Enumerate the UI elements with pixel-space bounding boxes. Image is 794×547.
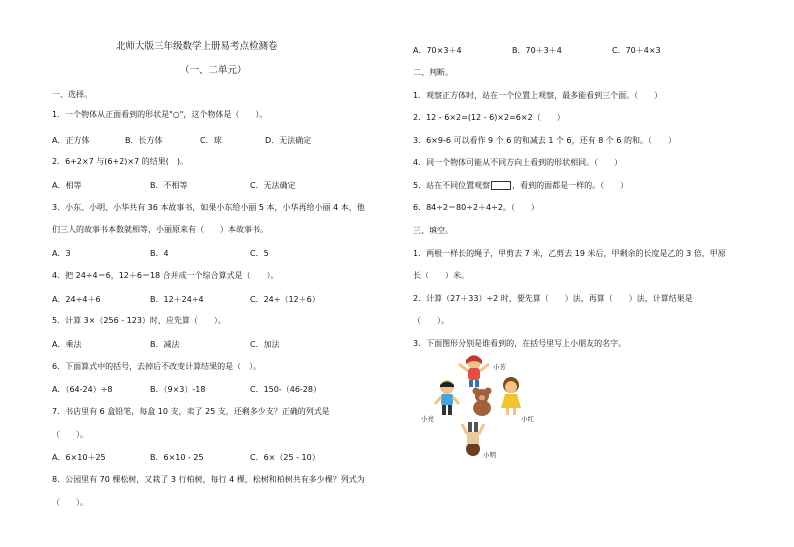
q5-opt-a: A．乘法	[52, 340, 82, 349]
judge-item-5-part-b: ，看到的面都是一样的。（ ）	[512, 181, 629, 190]
q3-opt-b: B．4	[150, 249, 169, 258]
q6-stem: 6．下面算式中的括号，去掉后不改变计算结果的是（ ）。	[52, 362, 262, 371]
fill-q1-line-1: 1．两根一样长的绳子，甲剪去 7 米，乙剪去 19 米后，甲剩余的长度是乙的 3 倍，甲原	[413, 249, 726, 258]
page-subtitle: （一、二单元）	[180, 65, 247, 76]
q8-stem-1: 8．公园里有 70 棵松树，又栽了 3 行柏树，每行 4 棵，松树和柏树共有多少棵？列式为	[52, 475, 365, 484]
q7-opt-a: A．6×10＋25	[52, 453, 106, 462]
judge-item-5	[413, 181, 628, 191]
q2-opt-c: C．无法确定	[250, 181, 296, 190]
judge-item-6: 6．84÷2＝80÷2＋4÷2。（ ）	[413, 203, 539, 212]
q3-opt-a: A．3	[52, 249, 71, 258]
q8-stem-2: （ ）。	[52, 498, 88, 507]
q5-opt-b: B．减法	[150, 340, 180, 349]
q7-stem-1: 7．书店里有 6 盒铅笔，每盒 10 支，卖了 25 支，还剩多少支？正确的列式是	[52, 407, 330, 416]
label-top-kid: 小芳	[493, 363, 506, 371]
q7-opt-c: C．6×（25 - 10）	[250, 453, 320, 462]
fill-q3: 3．下面图形分别是谁看到的，在括号里写上小朋友的名字。	[413, 339, 627, 348]
bear-icon	[469, 386, 495, 416]
q3-stem-2: 们三人的故事书本数就相等，小丽原来有（ ）本故事书。	[52, 225, 268, 234]
q8-opt-c: C．70＋4×3	[612, 46, 661, 55]
cuboid-figure-icon	[491, 181, 511, 190]
q7-stem-2: （ ）。	[52, 430, 88, 439]
label-right-kid: 小红	[521, 415, 534, 423]
q6-opt-c: C．150-（46-28）	[250, 385, 321, 394]
girl-xiaohong-icon	[497, 376, 525, 416]
boy-xiaoliang-icon	[432, 378, 462, 416]
q3-stem-1: 3．小东、小明、小华共有 36 本故事书，如果小东给小丽 5 本，小华再给小丽 4 本，他	[52, 203, 365, 212]
q8-opt-b: B．70＋3＋4	[512, 46, 562, 55]
fill-q2-line-1: 2．计算（27＋33）÷2 时，要先算（ ）法，再算（ ）法，计算结果是	[413, 294, 693, 303]
q8-opt-a: A．70×3＋4	[413, 46, 462, 55]
label-left-kid: 小亮	[421, 415, 434, 423]
q7-opt-b: B．6×10 - 25	[150, 453, 204, 462]
girl-xiaofang-icon	[457, 352, 492, 388]
judge-item-1: 1．观察正方体时，站在一个位置上观察，最多能看到三个面。（ ）	[413, 91, 663, 100]
q5-stem: 5．计算 3×（256 - 123）时，应先算（ ）。	[52, 316, 226, 325]
q1-stem: 1．一个物体从正面看到的形状是"○"，这个物体是（ ）。	[52, 110, 268, 119]
section3-heading: 三、填空。	[413, 226, 453, 235]
q1-opt-a: A．正方体	[52, 136, 90, 145]
judge-item-3: 3．6×9-6 可以看作 9 个 6 的和减去 1 个 6，还有 8 个 6 的和。（ ）	[413, 136, 677, 145]
judge-item-2: 2．12 - 6×2=(12 - 6)×2=6×2（ ）	[413, 113, 565, 122]
label-bottom-kid: 小明	[483, 451, 496, 459]
q4-opt-c: C．24÷（12＋6）	[250, 295, 320, 304]
q3-opt-c: C．5	[250, 249, 269, 258]
q2-opt-a: A．相等	[52, 181, 82, 190]
fill-q2-line-2: （ ）。	[413, 316, 449, 325]
page-title: 北师大版三年级数学上册易考点检测卷	[116, 41, 278, 52]
fill-q1-line-2: 长（ ）米。	[413, 271, 469, 280]
q4-stem: 4．把 24÷4＝6，12＋6＝18 合并成一个综合算式是（ ）。	[52, 271, 279, 280]
q5-opt-c: C．加法	[250, 340, 280, 349]
q6-opt-a: A．（64-24）÷8	[52, 385, 113, 394]
section1-heading: 一、选择。	[52, 90, 92, 99]
judge-item-5-part-a: 5．站在不同位置观察	[413, 181, 491, 190]
q6-opt-b: B．（9×3）-18	[150, 385, 206, 394]
q4-opt-a: A．24÷4＋6	[52, 295, 101, 304]
q1-opt-d: D．无法确定	[265, 136, 312, 145]
section2-heading: 二、判断。	[413, 68, 453, 77]
q4-opt-b: B．12＋24÷4	[150, 295, 204, 304]
q2-stem: 2．6+2×7 与(6+2)×7 的结果( )。	[52, 157, 189, 166]
q1-opt-b: B．长方体	[125, 136, 163, 145]
judge-item-4: 4．同一个物体可能从不同方向上看到的形状相同。（ ）	[413, 158, 623, 167]
q2-opt-b: B．不相等	[150, 181, 188, 190]
q1-opt-c: C．球	[200, 136, 222, 145]
